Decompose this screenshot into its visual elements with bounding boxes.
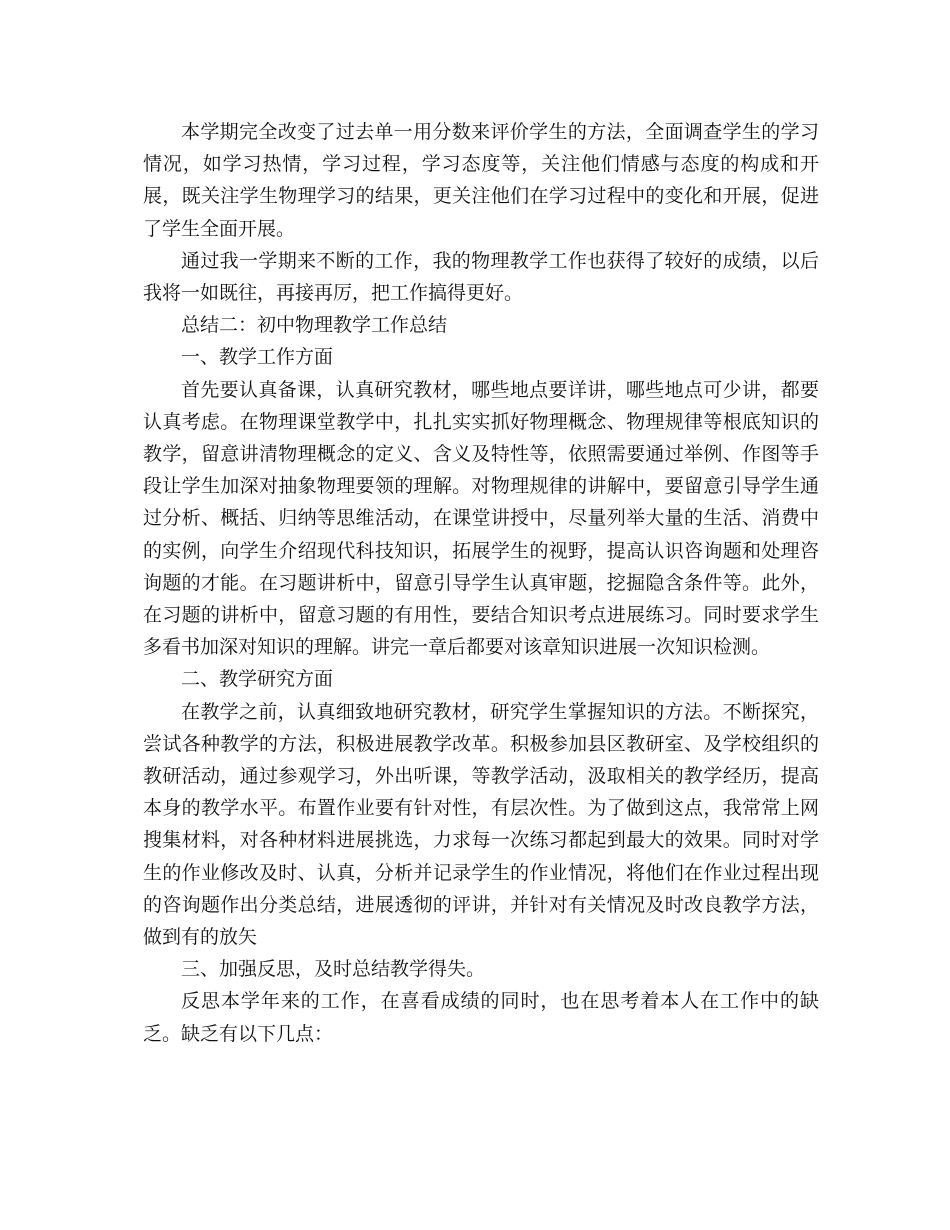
section-title-summary-two: 总结二：初中物理教学工作总结 [181,314,448,337]
paragraph-teaching-work: 首先要认真备课，认真研究教材，哪些地点要详讲，哪些地点可少讲，都要认真考虑。在物理课堂教学中，扎扎实实抓好物理概念、物理规律等根底知识的教学，留意讲清物理概念的定义、含义及特性等，依照需要通过举例、作图等手段让学生加深对抽象物理要领的理解。对物理规律的讲解中，要留意引导学生通过分析、概括、归纳等思维活动，在课堂讲授中，尽量列举大量的生活、消费中的实例，向学生介绍现代科技知识，拓展学生的视野，提高认识咨询题和处理咨询题的才能。在习题讲析中，留意引导学生认真审题，挖掘隐含条件等。此外，在习题的讲析中，留意习题的有用性，要结合知识考点进展练习。同时要求学生多看书加深对知识的理解。讲完一章后都要对该章知识进展一次知识检测。 [143,378,819,659]
section-heading-teaching-work: 一、教学工作方面 [181,346,334,369]
document-page [143,116,819,1050]
paragraph-teaching-research: 在教学之前，认真细致地研究教材，研究学生掌握知识的方法。不断探究，尝试各种教学的方法，积极进展教学改革。积极参加县区教研室、及学校组织的教研活动，通过参观学习，外出听课，等教学活动，汲取相关的教学经历，提高本身的教学水平。布置作业要有针对性，有层次性。为了做到这点，我常常上网搜集材料，对各种材料进展挑选，力求每一次练习都起到最大的效果。同时对学生的作业修改及时、认真，分析并记录学生的作业情况，将他们在作业过程出现的咨询题作出分类总结，进展透彻的评讲，并针对有关情况及时改良教学方法，做到有的放矢 [143,700,819,949]
paragraph-evaluation-reform: 本学期完全改变了过去单一用分数来评价学生的方法，全面调查学生的学习情况，如学习热情，学习过程，学习态度等，关注他们情感与态度的构成和开展，既关注学生物理学习的结果，更关注他们在学习过程中的变化和开展，促进了学生全面开展。 [143,121,819,240]
section-heading-teaching-research: 二、教学研究方面 [181,668,334,691]
paragraph-reflection: 反思本学年来的工作，在喜看成绩的同时，也在思考着本人在工作中的缺乏。缺乏有以下几点： [143,990,819,1045]
section-heading-reflection: 三、加强反思，及时总结教学得失。 [181,958,486,981]
paragraph-semester-results: 通过我一学期来不断的工作，我的物理教学工作也获得了较好的成绩，以后我将一如既往，再接再厉，把工作搞得更好。 [143,249,819,305]
